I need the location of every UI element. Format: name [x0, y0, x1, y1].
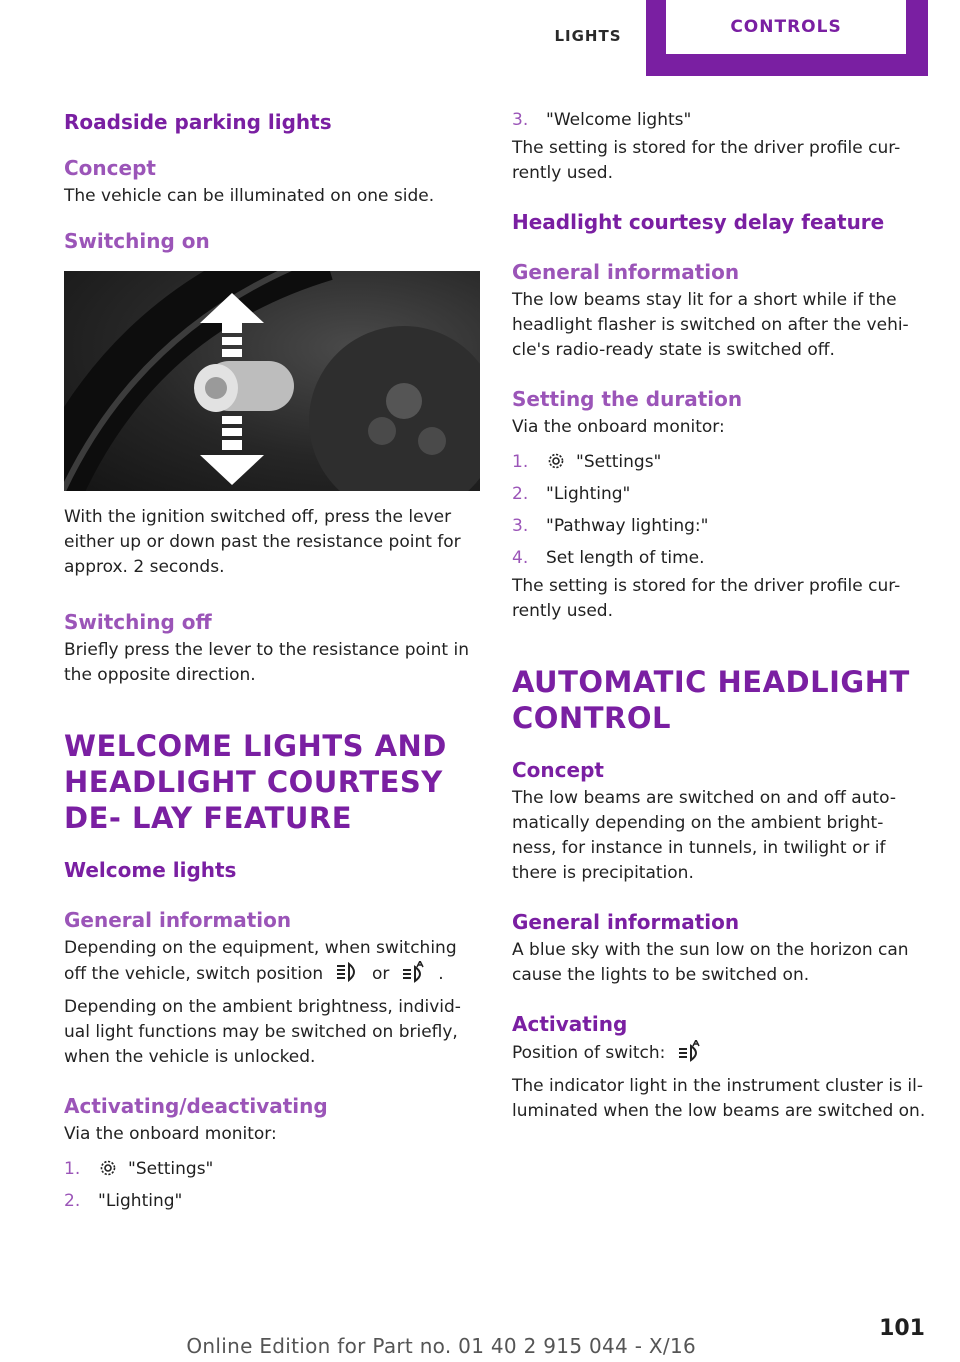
list-item [512, 450, 930, 475]
list-item [512, 514, 930, 539]
text-via-monitor: Via the onboard monitor: [64, 1124, 277, 1144]
heading-auto-headlight-section: AUTOMATIC HEADLIGHT CONTROL [512, 665, 910, 735]
auto-headlight-icon [401, 961, 427, 983]
settings-gear-icon [546, 451, 566, 471]
step-number: 2. [512, 484, 529, 504]
step-label: Set length of time. [546, 548, 705, 568]
step-label: "Pathway lighting:" [546, 516, 709, 536]
text-position-label: Position of switch: [512, 1043, 666, 1063]
list-item [512, 482, 930, 507]
step-number: 2. [64, 1191, 81, 1211]
steps-list-left [64, 1157, 482, 1214]
list-item [64, 1189, 482, 1214]
step-label: "Settings" [128, 1159, 214, 1179]
heading-welcome-lights-section: WELCOME LIGHTS AND HEADLIGHT COURTESY DE- LAY FEATURE [64, 729, 447, 835]
list-item [512, 108, 930, 133]
steps-list-continued [512, 108, 930, 133]
text-switching-off: Briefly press the lever to the resistance point in the opposite direction. [64, 640, 469, 685]
text-courtesy-general: The low beams stay lit for a short while if the headlight flasher is switched on after the vehi- cle's radio-ready state is switched off. [512, 290, 909, 360]
heading-activating-deactivating: Activating/deactivating [64, 1094, 328, 1118]
step-number: 4. [512, 548, 529, 568]
step-label: "Lighting" [546, 484, 631, 504]
step-text [98, 1157, 213, 1182]
text-concept: The vehicle can be illuminated on one side. [64, 186, 435, 206]
heading-concept: Concept [64, 156, 156, 180]
text-auto-general: A blue sky with the sun low on the horizon can cause the lights to be switched on. [512, 940, 909, 985]
text-general-1 [64, 936, 482, 987]
text-setting-stored-2: The setting is stored for the driver profile cur- rently used. [512, 576, 901, 621]
text-general-2: Depending on the ambient brightness, individ- ual light functions may be switched on briefly, when the vehicle is unlocked. [64, 997, 461, 1067]
heading-switching-on: Switching on [64, 229, 210, 253]
text-switch-position [512, 1040, 930, 1066]
text-indicator-light: The indicator light in the instrument cluster is il- luminated when the low beams are switched on. [512, 1076, 926, 1121]
heading-general-information: General information [64, 908, 292, 932]
step-label: "Settings" [576, 452, 662, 472]
parking-lights-icon [335, 961, 361, 983]
heading-parking-lights: Roadside parking lights [64, 110, 332, 134]
heading-switching-off: Switching off [64, 610, 212, 634]
list-item [512, 546, 930, 571]
page-number: 101 [879, 1316, 925, 1341]
left-column [64, 108, 482, 1221]
steps-list-right [512, 450, 930, 571]
header-chapter-tab [646, 0, 928, 76]
auto-headlight-icon [677, 1040, 703, 1062]
settings-gear-icon [98, 1158, 118, 1178]
text-general-1b: or [372, 964, 390, 984]
header-chapter-label: CONTROLS [666, 0, 906, 54]
text-general-1c: . [438, 964, 444, 984]
steering-lever-photo [64, 271, 480, 491]
text-general-1a: Depending on the equipment, when switching off the vehicle, switch position [64, 938, 457, 984]
online-edition-watermark: Online Edition for Part no. 01 40 2 915 044 - X/16 [186, 1334, 696, 1358]
header-section-label: LIGHTS [554, 27, 622, 45]
heading-setting-duration: Setting the duration [512, 387, 743, 411]
text-via-monitor-2: Via the onboard monitor: [512, 417, 725, 437]
step-number: 3. [512, 516, 529, 536]
step-label: "Welcome lights" [546, 110, 692, 130]
step-label: "Lighting" [98, 1191, 183, 1211]
heading-general-information-3: General information [512, 910, 740, 934]
heading-concept-2: Concept [512, 758, 604, 782]
text-auto-concept: The low beams are switched on and off auto- matically depending on the ambient bright- ness, for instance in tunnels, in twilight or if there is precipitation. [512, 788, 896, 883]
step-text [546, 450, 661, 475]
heading-welcome-lights: Welcome lights [64, 858, 237, 882]
steering-lever-illustration [64, 271, 480, 491]
step-number: 1. [64, 1159, 81, 1179]
right-column [512, 108, 930, 1124]
heading-general-information-2: General information [512, 260, 740, 284]
text-setting-stored-1: The setting is stored for the driver profile cur- rently used. [512, 138, 901, 183]
step-number: 1. [512, 452, 529, 472]
list-item [64, 1157, 482, 1182]
step-number: 3. [512, 110, 529, 130]
text-switching-on: With the ignition switched off, press the lever either up or down past the resistance point for approx. 2 seconds. [64, 507, 461, 577]
heading-activating: Activating [512, 1012, 628, 1036]
heading-courtesy-delay: Headlight courtesy delay feature [512, 210, 885, 234]
